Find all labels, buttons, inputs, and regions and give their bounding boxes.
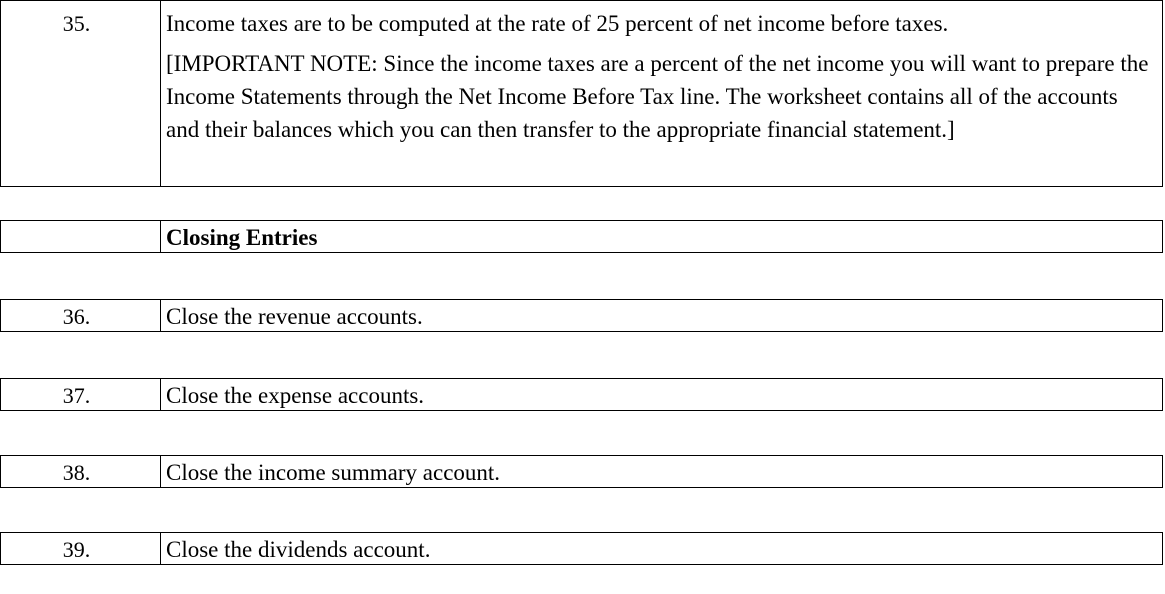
row-number: 36. [1, 300, 161, 331]
table-row-36 [0, 299, 1163, 332]
table-row-39 [0, 532, 1163, 565]
instruction-text: Income taxes are to be computed at the rate of 25 percent of net income before taxes. [166, 11, 949, 36]
row-text: Close the revenue accounts. [166, 304, 423, 329]
row-text: Close the dividends account. [166, 537, 431, 562]
row-number: 37. [1, 379, 161, 410]
row-number: 39. [1, 533, 161, 564]
section-heading-row [0, 220, 1163, 253]
table-row-37 [0, 378, 1163, 411]
row-text: Close the expense accounts. [166, 383, 425, 408]
section-heading: Closing Entries [166, 225, 318, 250]
row-number: 38. [1, 456, 161, 487]
row-number: 35. [1, 1, 161, 186]
row-number-empty [1, 221, 161, 252]
row-text [161, 1, 1162, 186]
row-text: Close the income summary account. [166, 460, 501, 485]
table-row-38 [0, 455, 1163, 488]
table-row-35 [0, 0, 1163, 187]
important-note: [IMPORTANT NOTE: Since the income taxes are a percent of the net income you will want to prepare the Income Statements through the Net Income Before Tax line. The worksheet contains all of the accounts and their balances which you can then transfer to the appropriate financial statement.] [166, 51, 1149, 142]
